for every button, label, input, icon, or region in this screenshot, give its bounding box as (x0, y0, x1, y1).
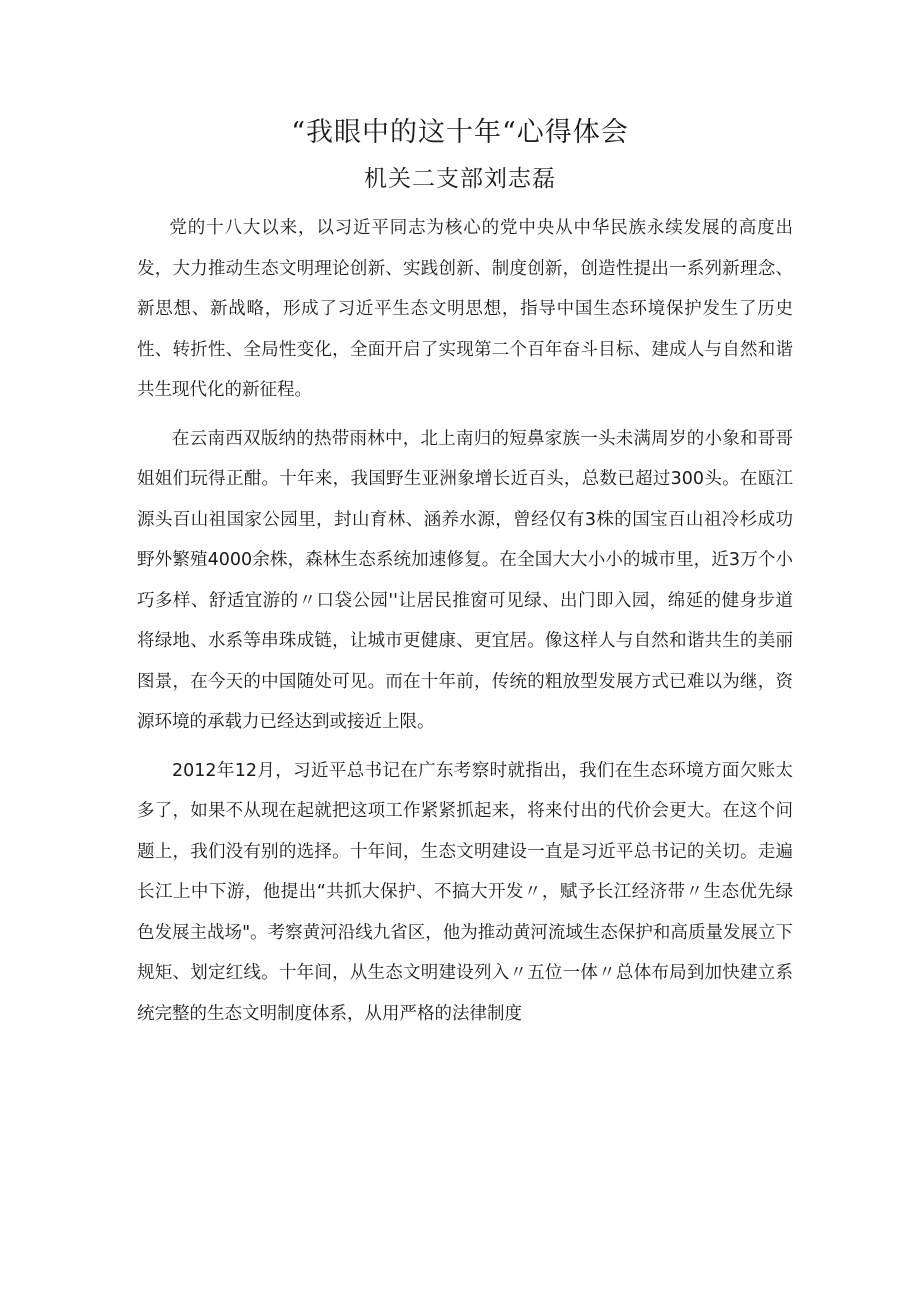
document-body (137, 208, 793, 1042)
document-title: “我眼中的这十年“心得体会 (291, 117, 629, 148)
paragraph-3: 2012年12月，习近平总书记在广东考察时就指出，我们在生态环境方面欠账太多了，如果不从现在起就把这项工作紧紧抓起来，将来付出的代价会更大。在这个问题上，我们没有别的选择。十年间，生态文明建设一直是习近平总书记的关切。走遍长江上中下游，他提出“共抓大保护、不搞大开发〃，赋予长江经济带〃生态优先绿色发展主战场"。考察黄河沿线九省区，他为推动黄河流域生态保护和高质量发展立下规矩、划定红线。十年间，从生态文明建设列入〃五位一体〃总体布局到加快建立系统完整的生态文明制度体系，从用严格的法律制度 (137, 760, 793, 1024)
paragraph-1: 党的十八大以来，以习近平同志为核心的党中央从中华民族永续发展的高度出发，大力推动生态文明理论创新、实践创新、制度创新，创造性提出一系列新理念、新思想、新战略，形成了习近平生态文明思想，指导中国生态环境保护发生了历史性、转折性、全局性变化，全面开启了实现第二个百年奋斗目标、建成人与自然和谐共生现代化的新征程。 (137, 218, 793, 400)
document-author-line: 机关二支部刘志磊 (364, 166, 556, 192)
paragraph-2: 在云南西双版纳的热带雨林中，北上南归的短鼻家族一头未满周岁的小象和哥哥姐姐们玩得正酣。十年来，我国野生亚洲象增长近百头，总数已超过300头。在瓯江源头百山祖国家公园里，封山育林、涵养水源，曾经仅有3株的国宝百山祖冷杉成功野外繁殖4000余株，森林生态系统加速修复。在全国大大小小的城市里，近3万个小巧多样、舒适宜游的〃口袋公园''让居民推窗可见绿、出门即入园，绵延的健身步道将绿地、水系等串珠成链，让城市更健康、更宜居。像这样人与自然和谐共生的美丽图景，在今天的中国随处可见。而在十年前，传统的粗放型发展方式已难以为继，资源环境的承载力已经达到或接近上限。 (137, 428, 793, 732)
